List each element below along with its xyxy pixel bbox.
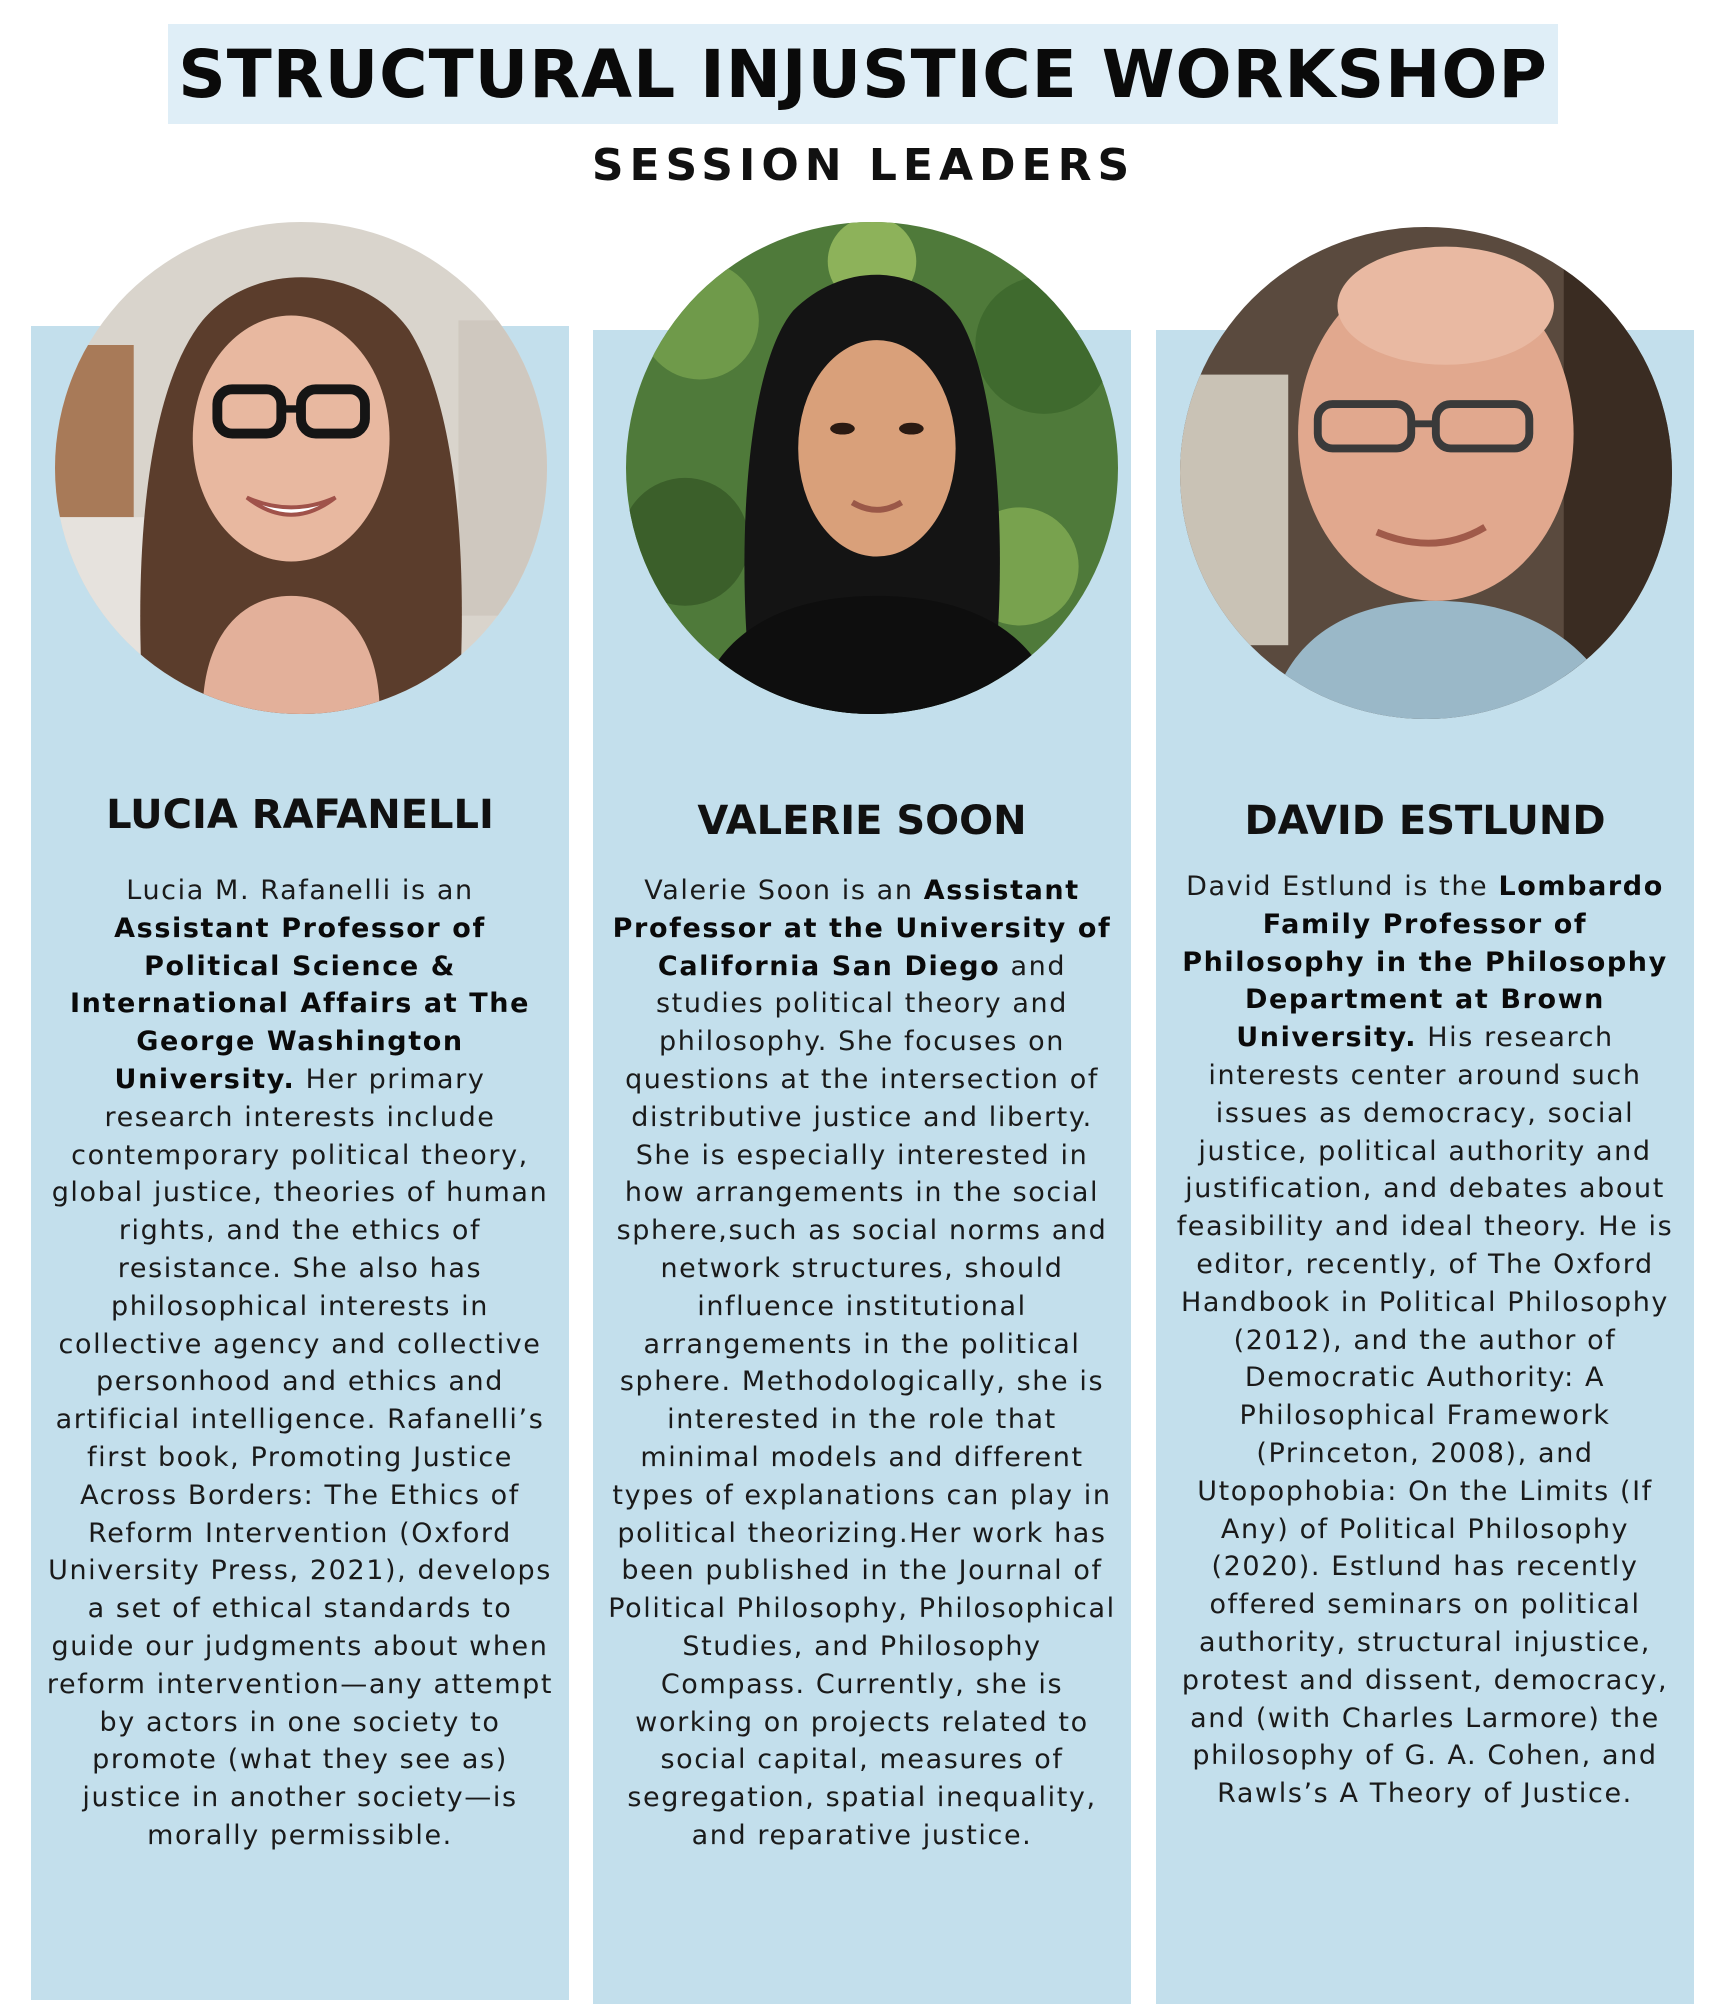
bio-text: His research interests center around such issues as democracy, social justice, political authority and justification, and debates about feasibility and ideal theory. He is editor, recently, of The Oxford Handbook in Political Philosophy (2012), and the author of Democratic Authority: A Philosophical Framework (Princeton, 2008), and Utopophobia: On the Limits (If Any) of Political Philosophy (2020). Estlund has recently offered seminars on political authority, structural injustice, protest and dissent, democracy, and (with Charles Larmore) the philosophy of G. A. Cohen, and Rawls’s A Theory of Justice. <box>1176 1022 1674 1810</box>
bio-text: Lucia M. Rafanelli is an <box>126 875 474 906</box>
leader-name-1: LUCIA RAFANELLI <box>106 792 494 838</box>
page-title: STRUCTURAL INJUSTICE WORKSHOP <box>178 35 1548 113</box>
leader-name-3: DAVID ESTLUND <box>1244 798 1606 844</box>
leader-name-2: VALERIE SOON <box>697 798 1027 844</box>
leader-photo-1 <box>55 222 547 714</box>
bio-position: Lombardo Family Professor of Philosophy in the Philosophy Department at Brown University. <box>1182 871 1668 1054</box>
bio-text: David Estlund is the <box>1186 871 1499 902</box>
leader-photo-2 <box>626 222 1118 714</box>
leader-photo-3 <box>1180 227 1672 719</box>
title-banner <box>168 24 1558 124</box>
bio-text: Valerie Soon is an <box>644 875 924 906</box>
bio-text: Her primary research interests include contemporary political theory, global justice, theories of human rights, and the ethics of resistance. She also has philosophical interests in collective agency and collective personhood and ethics and artificial intelligence. Rafanelli’s first book, Promoting Justice Across Borders: The Ethics of Reform Intervention (Oxford University Press, 2021), develops a set of ethical standards to guide our judgments about when reform intervention—any attempt by actors in one society to promote (what they see as) justice in another society—is morally permissible. <box>46 1063 554 1851</box>
leader-bio-3 <box>1170 868 1680 1813</box>
bio-position: Assistant Professor at the University of California San Diego <box>612 875 1112 982</box>
bio-position: Assistant Professor of Political Science & International Affairs at The George Washington University. <box>70 912 530 1095</box>
bio-text: and studies political theory and philosophy. She focuses on questions at the intersection of distributive justice and liberty. She is especially interested in how arrangements in the social sphere,such as social norms and network structures, should influence institutional arrangements in the political sphere. Methodologically, she is interested in the role that minimal models and different types of explanations can play in political theorizing.Her work has been published in the Journal of Political Philosophy, Philosophical Studies, and Philosophy Compass. Currently, she is working on projects related to social capital, measures of segregation, spatial inequality, and reparative justice. <box>608 950 1116 1851</box>
page-subtitle: SESSION LEADERS <box>591 140 1136 191</box>
leader-bio-2 <box>607 872 1117 1855</box>
leader-bio-1 <box>45 872 555 1855</box>
